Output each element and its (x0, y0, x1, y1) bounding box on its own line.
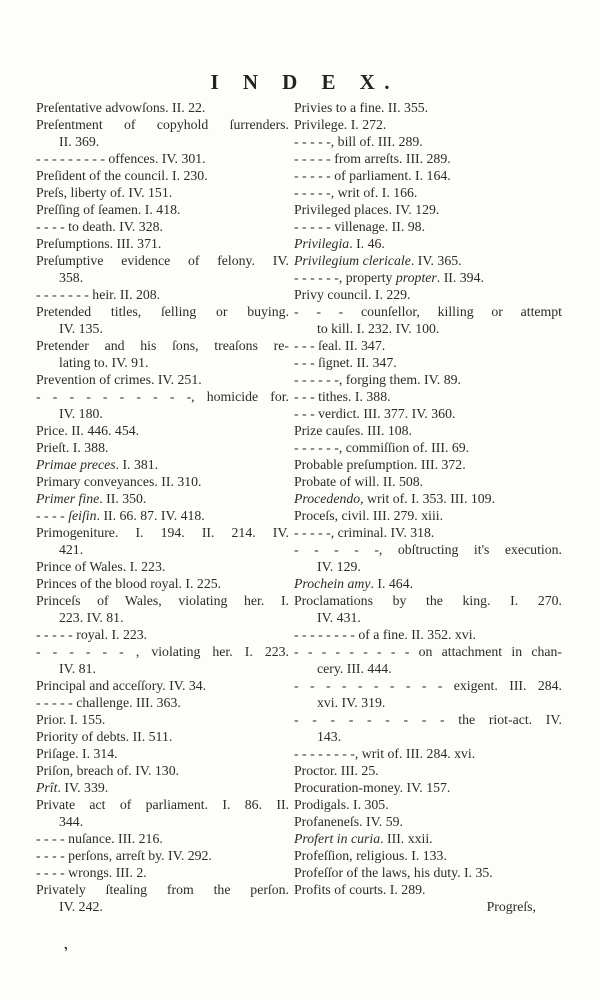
index-line-text: - - - - - challenge. III. 363. (36, 695, 181, 710)
index-line-text: Preſentment of copyhold ſurrenders. (36, 117, 289, 132)
index-line-text: Prochein amy (294, 576, 371, 591)
index-line-text: Preſident of the council. I. 230. (36, 168, 208, 183)
index-line-text: Pretender and his ſons, treaſons re- (36, 338, 289, 353)
index-line (294, 779, 562, 796)
index-line (36, 575, 289, 592)
index-line (294, 643, 562, 660)
index-line (36, 745, 289, 762)
index-line-text: Probate of will. II. 508. (294, 474, 424, 489)
index-line-text: Proctor. III. 25. (294, 763, 379, 778)
index-column-left (36, 99, 289, 915)
index-line (294, 830, 562, 847)
index-line-text: Profeſſion, religious. I. 133. (294, 848, 447, 863)
index-line (36, 626, 289, 643)
ink-speckle: ’ (61, 942, 72, 963)
index-line-text: - - - - - - - - - -, homicide for. (36, 389, 289, 404)
index-line (294, 286, 562, 303)
index-line (36, 830, 289, 847)
catchword (294, 898, 562, 915)
index-line (294, 133, 562, 150)
index-line (294, 796, 562, 813)
index-line-text: Prevention of crimes. IV. 251. (36, 372, 202, 387)
index-line (294, 269, 562, 286)
index-line-text: ſeiſin (68, 508, 97, 523)
index-line-text: - - - - - - - - of a fine. II. 352. xvi. (294, 627, 476, 642)
index-line-text: Privilegia (294, 236, 350, 251)
index-line (36, 320, 289, 337)
index-line-text: Privy council. I. 229. (294, 287, 411, 302)
index-line (294, 813, 562, 830)
index-line-text: - - - ſignet. II. 347. (294, 355, 397, 370)
index-line-text: Privileged places. IV. 129. (294, 202, 440, 217)
index-line (36, 473, 289, 490)
page-title: I N D E X. (210, 70, 399, 94)
index-line (294, 575, 562, 592)
index-line (294, 473, 562, 490)
index-line (36, 439, 289, 456)
index-line-text: Profaneneſs. IV. 59. (294, 814, 403, 829)
index-line-text: 358. (59, 270, 84, 285)
index-line-text: Price. II. 446. 454. (36, 423, 140, 438)
index-line-text: 143. (317, 729, 342, 744)
index-line (294, 728, 562, 745)
index-line-text: - - - - - - - - - on attachment in chan- (294, 644, 562, 659)
index-line (294, 201, 562, 218)
index-line (294, 150, 562, 167)
index-line (36, 218, 289, 235)
index-line (294, 99, 562, 116)
index-line-text: - - - - -, criminal. IV. 318. (294, 525, 435, 540)
index-line (294, 218, 562, 235)
index-line-text: - - - - -, writ of. I. 166. (294, 185, 418, 200)
index-line (36, 660, 289, 677)
index-line-text: IV. 129. (317, 559, 361, 574)
index-line (294, 694, 562, 711)
index-column-right (294, 99, 562, 915)
index-line (36, 779, 289, 796)
index-line (294, 609, 562, 626)
index-line-text: - - - - to death. IV. 328. (36, 219, 163, 234)
index-line (36, 269, 289, 286)
index-line (36, 847, 289, 864)
index-line-text: Preſs, liberty of. IV. 151. (36, 185, 173, 200)
index-line-text: - - - - -, bill of. III. 289. (294, 134, 423, 149)
index-line (36, 609, 289, 626)
index-line-text: - - - ſeal. II. 347. (294, 338, 386, 353)
index-line-text: - - - - (36, 508, 69, 523)
index-line-text: - - - - - royal. I. 223. (36, 627, 148, 642)
index-line-text: propter (395, 270, 437, 285)
index-line-text: . I. 381. (115, 457, 159, 472)
index-line (36, 558, 289, 575)
index-line-text: Profert in curia (294, 831, 381, 846)
index-line (294, 864, 562, 881)
index-line-text: - - - - - - - heir. II. 208. (36, 287, 161, 302)
index-line (36, 184, 289, 201)
index-line (36, 303, 289, 320)
index-line (36, 898, 289, 915)
index-line (36, 133, 289, 150)
index-line (36, 592, 289, 609)
index-line (36, 762, 289, 779)
index-line-text: - - - - - -, commiſſion of. III. 69. (294, 440, 470, 455)
index-line-text: Priſage. I. 314. (36, 746, 118, 761)
index-line-text: cery. III. 444. (317, 661, 392, 676)
index-columns (36, 99, 562, 915)
index-line (294, 524, 562, 541)
index-line-text: Prieſt. I. 388. (36, 440, 109, 455)
index-line-text: lating to. IV. 91. (59, 355, 149, 370)
index-line-text: - - - - - -, forging them. IV. 89. (294, 372, 461, 387)
index-line (294, 558, 562, 575)
index-line (294, 507, 562, 524)
index-line (294, 388, 562, 405)
index-line (294, 677, 562, 694)
index-line-text: . II. 350. (99, 491, 147, 506)
index-line-text: - - - - perſons, arreſt by. IV. 292. (36, 848, 212, 863)
index-line (36, 813, 289, 830)
index-line (36, 167, 289, 184)
index-line (36, 422, 289, 439)
index-line (294, 592, 562, 609)
index-line (36, 388, 289, 405)
index-line (294, 745, 562, 762)
index-line (36, 405, 289, 422)
index-line-text: Pretended titles, ſelling or buying. (36, 304, 289, 319)
index-line-text: . I. 46. (349, 236, 385, 251)
index-line (36, 490, 289, 507)
index-line (36, 116, 289, 133)
index-line-text: xvi. IV. 319. (317, 695, 386, 710)
index-line-text: Profits of courts. I. 289. (294, 882, 426, 897)
index-line (36, 507, 289, 524)
index-line-text: Princes of the blood royal. I. 225. (36, 576, 222, 591)
index-line (294, 439, 562, 456)
index-line (294, 405, 562, 422)
index-line-text: , writ of. I. 353. III. 109. (360, 491, 496, 506)
index-line-text: IV. 81. (59, 661, 96, 676)
index-line-text: IV. 431. (317, 610, 361, 625)
index-line-text: Procedendo (294, 491, 361, 506)
index-line (294, 354, 562, 371)
index-line (36, 150, 289, 167)
index-line-text: Proceſs, civil. III. 279. xiii. (294, 508, 444, 523)
index-line-text: . I. 464. (370, 576, 414, 591)
index-line-text: Principal and acceſſory. IV. 34. (36, 678, 207, 693)
index-line-text: Preſentative advowſons. II. 22. (36, 100, 206, 115)
index-line-text: Prodigals. I. 305. (294, 797, 389, 812)
index-line (294, 303, 562, 320)
index-line-text: Primogeniture. I. 194. II. 214. IV. (36, 525, 289, 540)
index-line (294, 337, 562, 354)
index-line-text: . II. 66. 87. IV. 418. (96, 508, 205, 523)
index-line (36, 354, 289, 371)
index-line-text: Privilegium clericale (294, 253, 411, 268)
index-line-text: . III. xxii. (380, 831, 433, 846)
index-line-text: Prît (36, 780, 58, 795)
index-line-text: Privately ſtealing from the perſon. (36, 882, 289, 897)
index-line-text: 344. (59, 814, 84, 829)
index-line (294, 541, 562, 558)
index-line-text: Progreſs, (486, 899, 536, 914)
index-line-text: Primae preces (36, 457, 116, 472)
index-line (36, 881, 289, 898)
index-line-text: Probable preſumption. III. 372. (294, 457, 466, 472)
index-line (36, 235, 289, 252)
index-line-text: . II. 394. (436, 270, 484, 285)
index-line-text: - - - - - -, property (294, 270, 396, 285)
index-line (36, 286, 289, 303)
index-line-text: Preſumptions. III. 371. (36, 236, 162, 251)
index-line (294, 116, 562, 133)
index-line-text: - - - - nuſance. III. 216. (36, 831, 163, 846)
index-line (36, 728, 289, 745)
index-line-text: - - - - - villenage. II. 98. (294, 219, 426, 234)
index-line-text: IV. 180. (59, 406, 103, 421)
index-line (36, 694, 289, 711)
index-line (294, 320, 562, 337)
index-line-text: Prize cauſes. III. 108. (294, 423, 412, 438)
index-line-text: - - - - wrongs. III. 2. (36, 865, 147, 880)
index-line (294, 847, 562, 864)
index-line (294, 660, 562, 677)
index-line-text: - - - - - - - - - offences. IV. 301. (36, 151, 206, 166)
index-line (36, 371, 289, 388)
index-line (294, 711, 562, 728)
index-line (294, 456, 562, 473)
index-line-text: Priority of debts. II. 511. (36, 729, 173, 744)
index-line (36, 541, 289, 558)
index-line-text: - - - - - of parliament. I. 164. (294, 168, 451, 183)
index-line-text: II. 369. (59, 134, 100, 149)
index-line (294, 762, 562, 779)
index-line-text: Prince of Wales. I. 223. (36, 559, 166, 574)
index-line (36, 864, 289, 881)
index-line-text: . IV. 339. (57, 780, 109, 795)
index-line (294, 184, 562, 201)
index-line-text: - - - verdict. III. 377. IV. 360. (294, 406, 456, 421)
index-line (294, 167, 562, 184)
index-line-text: Private act of parliament. I. 86. II. (36, 797, 289, 812)
index-line-text: Profeſſor of the laws, his duty. I. 35. (294, 865, 493, 880)
index-line (36, 99, 289, 116)
index-line-text: Princeſs of Wales, violating her. I. (36, 593, 289, 608)
index-line-text: Prior. I. 155. (36, 712, 106, 727)
index-line-text: - - - - -, obſtructing it's execution. (294, 542, 562, 557)
index-line-text: . IV. 365. (410, 253, 462, 268)
index-line (36, 711, 289, 728)
index-line-text: - - - tithes. I. 388. (294, 389, 391, 404)
index-line (36, 337, 289, 354)
index-line (294, 371, 562, 388)
index-line (294, 235, 562, 252)
index-line (36, 643, 289, 660)
index-line (294, 252, 562, 269)
index-line (36, 677, 289, 694)
index-line (36, 252, 289, 269)
index-line (294, 422, 562, 439)
index-line-text: 421. (59, 542, 84, 557)
index-line-text: - - - - - - - -, writ of. III. 284. xvi. (294, 746, 476, 761)
index-line-text: - - - counſellor, killing or attempt (294, 304, 562, 319)
index-line (36, 456, 289, 473)
index-line-text: IV. 242. (59, 899, 103, 914)
index-line-text: Privilege. I. 272. (294, 117, 387, 132)
index-line-text: Primer fine (36, 491, 100, 506)
index-line-text: Preſſing of ſeamen. I. 418. (36, 202, 181, 217)
index-line-text: - - - - - - - - - - exigent. III. 284. (294, 678, 562, 693)
index-line-text: Priſon, breach of. IV. 130. (36, 763, 180, 778)
index-line (294, 490, 562, 507)
index-line (36, 796, 289, 813)
index-line-text: - - - - - from arreſts. III. 289. (294, 151, 451, 166)
index-line-text: Procuration-money. IV. 157. (294, 780, 451, 795)
index-line-text: IV. 135. (59, 321, 103, 336)
index-line (36, 201, 289, 218)
index-line-text: - - - - - - , violating her. I. 223. (36, 644, 289, 659)
index-line-text: Proclamations by the king. I. 270. (294, 593, 562, 608)
index-line-text: Primary conveyances. II. 310. (36, 474, 202, 489)
index-line (36, 524, 289, 541)
index-line-text: Preſumptive evidence of felony. IV. (36, 253, 289, 268)
index-line (294, 626, 562, 643)
index-line-text: to kill. I. 232. IV. 100. (317, 321, 440, 336)
index-line-text: - - - - - - - - - the riot-act. IV. (294, 712, 562, 727)
index-line-text: 223. IV. 81. (59, 610, 124, 625)
index-line (294, 881, 562, 898)
index-line-text: Privies to a fine. II. 355. (294, 100, 429, 115)
